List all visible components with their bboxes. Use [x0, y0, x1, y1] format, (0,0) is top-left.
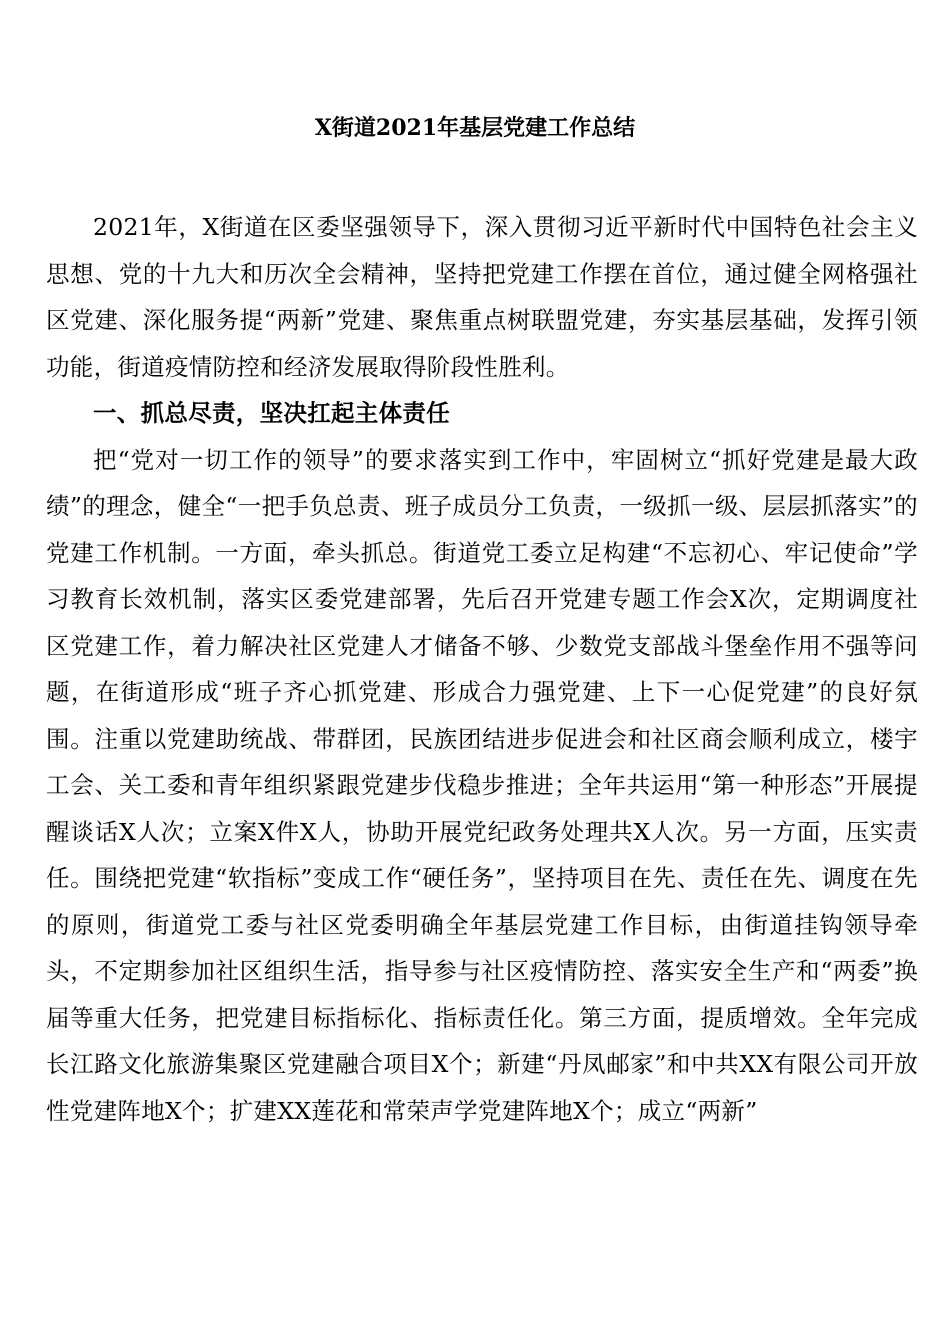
- section-1-paragraph: 把“党对一切工作的领导”的要求落实到工作中，牢固树立“抓好党建是最大政绩”的理念，健全“一把手负总责、班子成员分工负责，一级抓一级、层层抓落实”的党建工作机制。一方面，牵头抓总。街道党工委立足构建“不忘初心、牢记使命”学习教育长效机制，落实区委党建部署，先后召开党建专题工作会X次，定期调度社区党建工作，着力解决社区党建人才储备不够、少数党支部战斗堡垒作用不强等问题，在街道形成“班子齐心抓党建、形成合力强党建、上下一心促党建”的良好氛围。注重以党建助统战、带群团，民族团结进步促进会和社区商会顺利成立，楼宇工会、关工委和青年组织紧跟党建步伐稳步推进；全年共运用“第一种形态”开展提醒谈话X人次；立案X件X人，协助开展党纪政务处理共X人次。另一方面，压实责任。围绕把党建“软指标”变成工作“硬任务”，坚持项目在先、责任在先、调度在先的原则，街道党工委与社区党委明确全年基层党建工作目标，由街道挂钩领导牵头，不定期参加社区组织生活，指导参与社区疫情防控、落实安全生产和“两委”换届等重大任务，把党建目标指标化、指标责任化。第三方面，提质增效。全年完成长江路文化旅游集聚区党建融合项目X个；新建“丹凤邮家”和中共XX有限公司开放性党建阵地X个；扩建XX莲花和常荣声学党建阵地X个；成立“两新”: [46, 445, 918, 1125]
- intro-paragraph: 2021年，X街道在区委坚强领导下，深入贯彻习近平新时代中国特色社会主义思想、党的十九大和历次全会精神，坚持把党建工作摆在首位，通过健全网格强社区党建、深化服务提“两新”党建、聚焦重点树联盟党建，夯实基层基础，发挥引领功能，街道疫情防控和经济发展取得阶段性胜利。: [46, 213, 918, 381]
- document-title: X街道2021年基层党建工作总结: [314, 115, 636, 141]
- section-heading-1: 一、抓总尽责，坚决扛起主体责任: [93, 399, 450, 427]
- document-body: [46, 204, 918, 1134]
